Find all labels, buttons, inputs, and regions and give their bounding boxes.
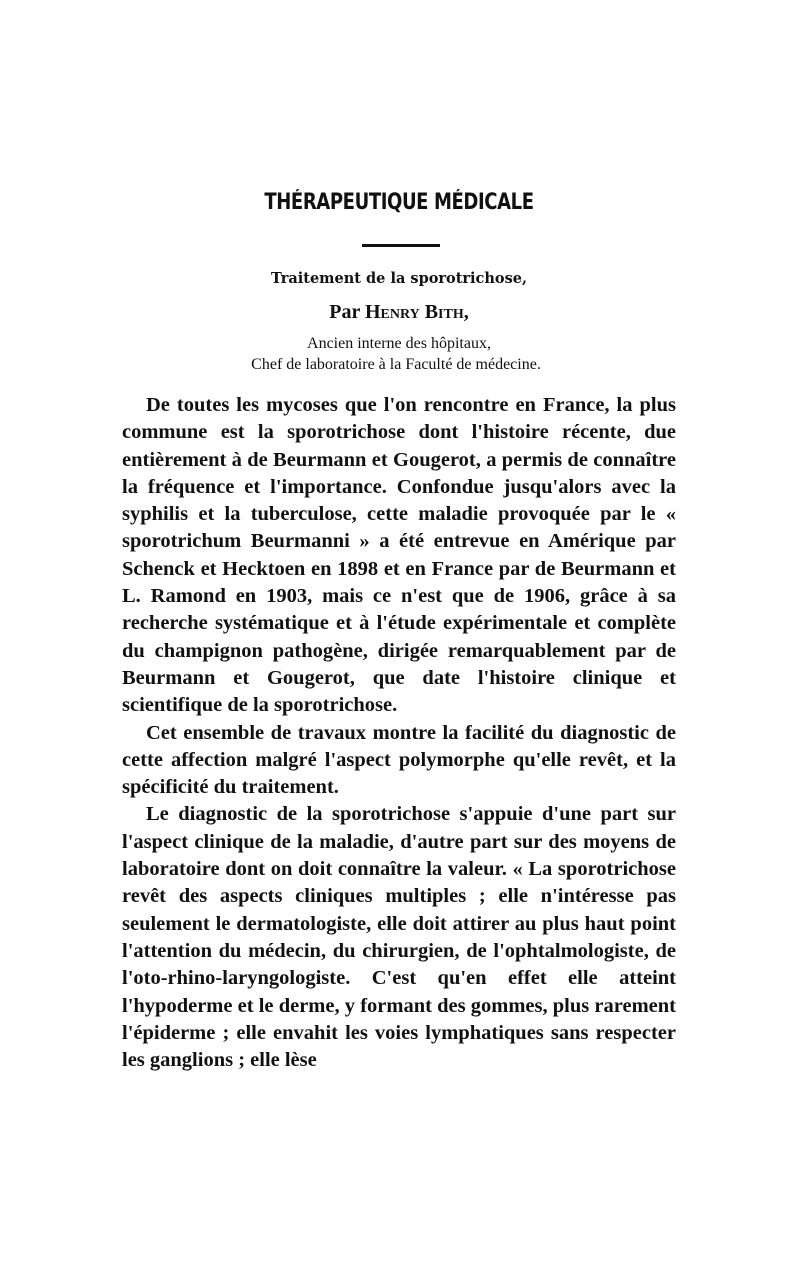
body-paragraph-3: Le diagnostic de la sporotrichose s'appuie d'une part sur l'aspect clinique de la maladie, d'autre part sur des moyens de laboratoire dont on doit connaître la valeur. « La sporotrichose revêt des aspects cliniques multiples ; elle n'intéresse pas seulement le dermatologiste, elle doit attirer au plus haut point l'attention du médecin, du chirurgien, de l'ophtalmologiste, de l'oto-rhino-laryngologiste. C'est qu'en effet elle atteint l'hypoderme et le derme, y formant des gommes, plus rarement l'épiderme ; elle envahit les voies lymphatiques sans respecter les ganglions ; elle lèse: [122, 803, 676, 1072]
body-paragraph-2: Cet ensemble de travaux montre la facilité du diagnostic de cette affection malgré l'aspect polymorphe qu'elle revêt, et la spécificité du traitement.: [122, 721, 676, 799]
author-prefix: Par: [329, 301, 360, 323]
section-title: THÉRAPEUTIQUE MÉDICALE: [264, 190, 534, 215]
author-line: [122, 301, 676, 324]
article-body: [122, 392, 676, 1074]
author-affiliation-1: Ancien interne des hôpitaux,: [307, 335, 491, 352]
article-title: Traitement de la sporotrichose,: [270, 270, 528, 287]
author-name: Henry Bith,: [364, 301, 469, 323]
title-rule: [362, 244, 440, 247]
author-affiliation-2: Chef de laboratoire à la Faculté de médecine.: [251, 356, 541, 373]
body-paragraph-1: De toutes les mycoses que l'on rencontre en France, la plus commune est la sporotrichose dont l'histoire récente, due entièrement à de Beurmann et Gougerot, a permis de connaître la fréquence et l'importance. Confondue jusqu'alors avec la syphilis et la tuberculose, cette maladie provoquée par le « sporotrichum Beurmanni » a été entrevue en Amérique par Schenck et Hecktoen en 1898 et en France par de Beurmann et L. Ramond en 1903, mais ce n'est que de 1906, grâce à sa recherche systématique et à l'étude expérimentale et complète du champignon pathogène, dirigée remarquablement par de Beurmann et Gougerot, que date l'histoire clinique et scientifique de la sporotrichose.: [122, 394, 676, 717]
